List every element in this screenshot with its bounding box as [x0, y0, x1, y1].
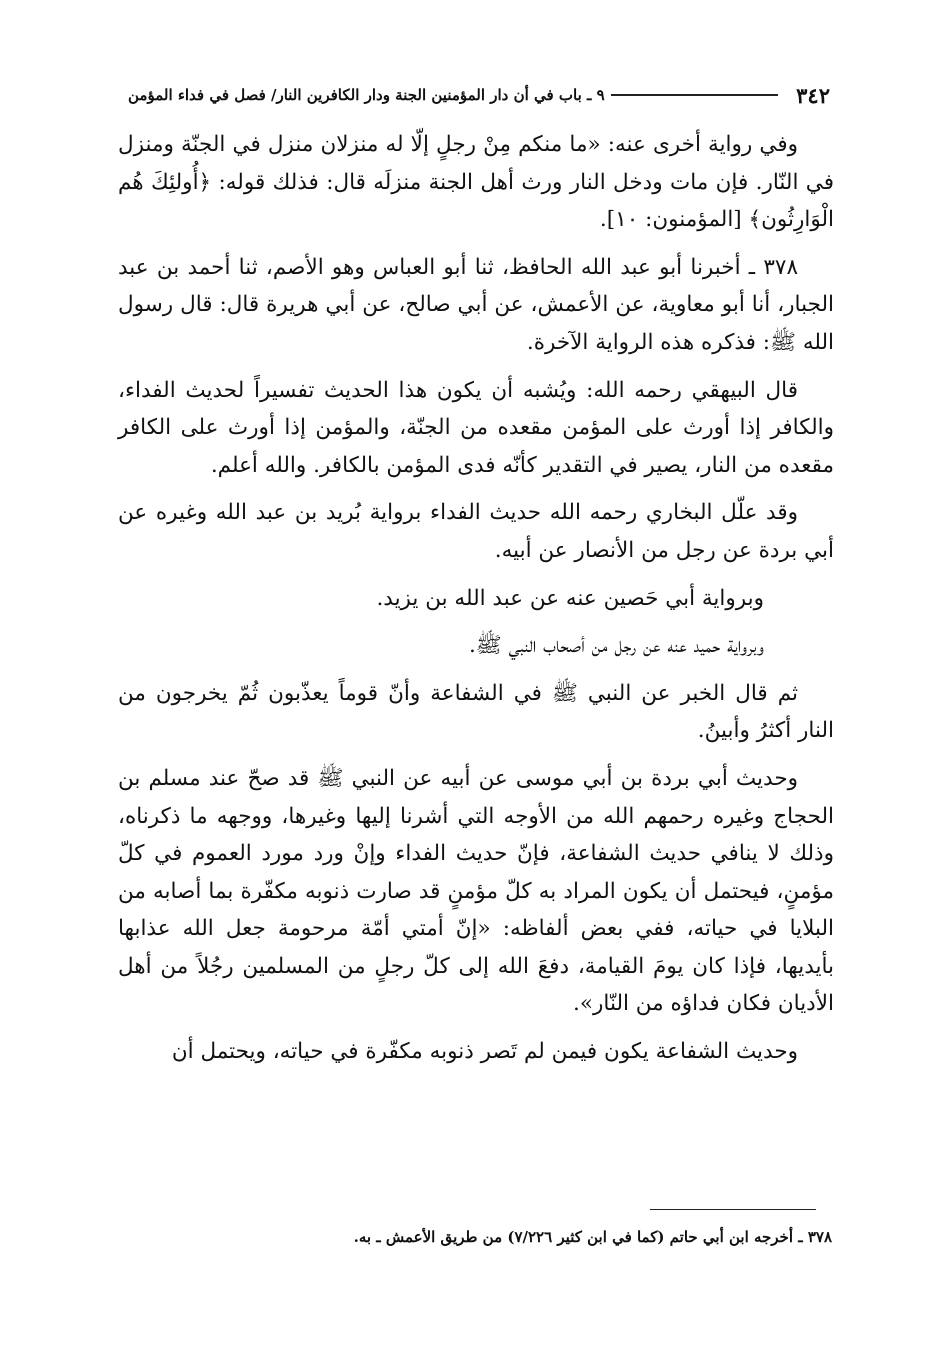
- footnote: ٣٧٨ ـ أخرجه ابن أبي حاتم (كما في ابن كثير ٧/٢٢٦) من طريق الأعمش ـ به.: [353, 1228, 832, 1246]
- page-header: [128, 78, 830, 112]
- paragraph-hadith-378: ٣٧٨ ـ أخبرنا أبو عبد الله الحافظ، ثنا أبو العباس وهو الأصم، ثنا أحمد بن عبد الجبار، أنا أبو معاوية، عن الأعمش، عن أبي صالح، عن أبي هريرة قال: قال رسول الله ﷺ: فذكره هذه الرواية الآخرة.: [118, 254, 834, 355]
- paragraph-1: وفي رواية أخرى عنه: «ما منكم مِنْ رجلٍ إلّا له منزلان منزل في الجنّة ومنزل في النّار. فإن مات ودخل النار ورث أهل الجنة منزلَه قال: فذلك قوله: ﴿أُولئِكَ هُم الْوَارِثُون﴾ [المؤمنون: ١٠].: [118, 132, 834, 233]
- running-title: ٩ ـ باب في أن دار المؤمنين الجنة ودار الكافرين النار/ فصل في فداء المؤمن: [128, 86, 605, 104]
- page-number: ٣٤٢: [796, 82, 830, 108]
- footnote-rule: [650, 1209, 816, 1210]
- paragraph-humaid: وبرواية حميد عنه عن رجل من أصحاب النبي ﷺ.: [468, 633, 764, 659]
- paragraph-last: وحديث الشفاعة يكون فيمن لم تَصر ذنوبه مكفّرة في حياته، ويحتمل أن: [171, 1039, 798, 1065]
- paragraph-abu-hasin: وبرواية أبي حَصين عنه عن عبد الله بن يزيد.: [376, 585, 764, 611]
- paragraph-bukhari: وقد علّل البخاري رحمه الله حديث الفداء برواية بُريد بن عبد الله وغيره عن أبي بردة عن رجل من الأنصار عن أبيه.: [118, 500, 834, 563]
- paragraph-shafaa: ثم قال الخبر عن النبي ﷺ في الشفاعة وأنّ قوماً يعذّبون ثُمّ يخرجون من النار أكثرُ وأبينُ.: [118, 680, 834, 744]
- paragraph-abu-burda: وحديث أبي بردة بن أبي موسى عن أبيه عن النبي ﷺ قد صحّ عند مسلم بن الحجاج وغيره رحمهم الله من الأوجه التي أشرنا إليها وغيرها، ووجهه ما ذكرناه، وذلك لا ينافي حديث الشفاعة، فإنّ حديث الفداء وإنْ ورد مورد العموم في كلّ مؤمنٍ، فيحتمل أن يكون المراد به كلّ مؤمنٍ قد صارت ذنوبه مكفّرة بما أصابه من البلايا في حياته، ففي بعض ألفاظه: «إنّ أمتي أمّة مرحومة جعل الله عذابها بأيديها، فإذا كان يومَ القيامة، دفعَ الله إلى كلّ رجلٍ من المسلمين رجُلاً من أهل الأديان فكان فداؤه من النّار».: [118, 765, 834, 1017]
- paragraph-bayhaqi: قال البيهقي رحمه الله: ويُشبه أن يكون هذا الحديث تفسيراً لحديث الفداء، والكافر إذا أورث على المؤمن مقعده من الجنّة، والمؤمن إذا أورث على الكافر مقعده من النار، يصير في التقدير كأنّه فدى المؤمن بالكافر. والله أعلم.: [118, 377, 834, 478]
- header-rule: [611, 94, 779, 96]
- body-text: [118, 126, 834, 1081]
